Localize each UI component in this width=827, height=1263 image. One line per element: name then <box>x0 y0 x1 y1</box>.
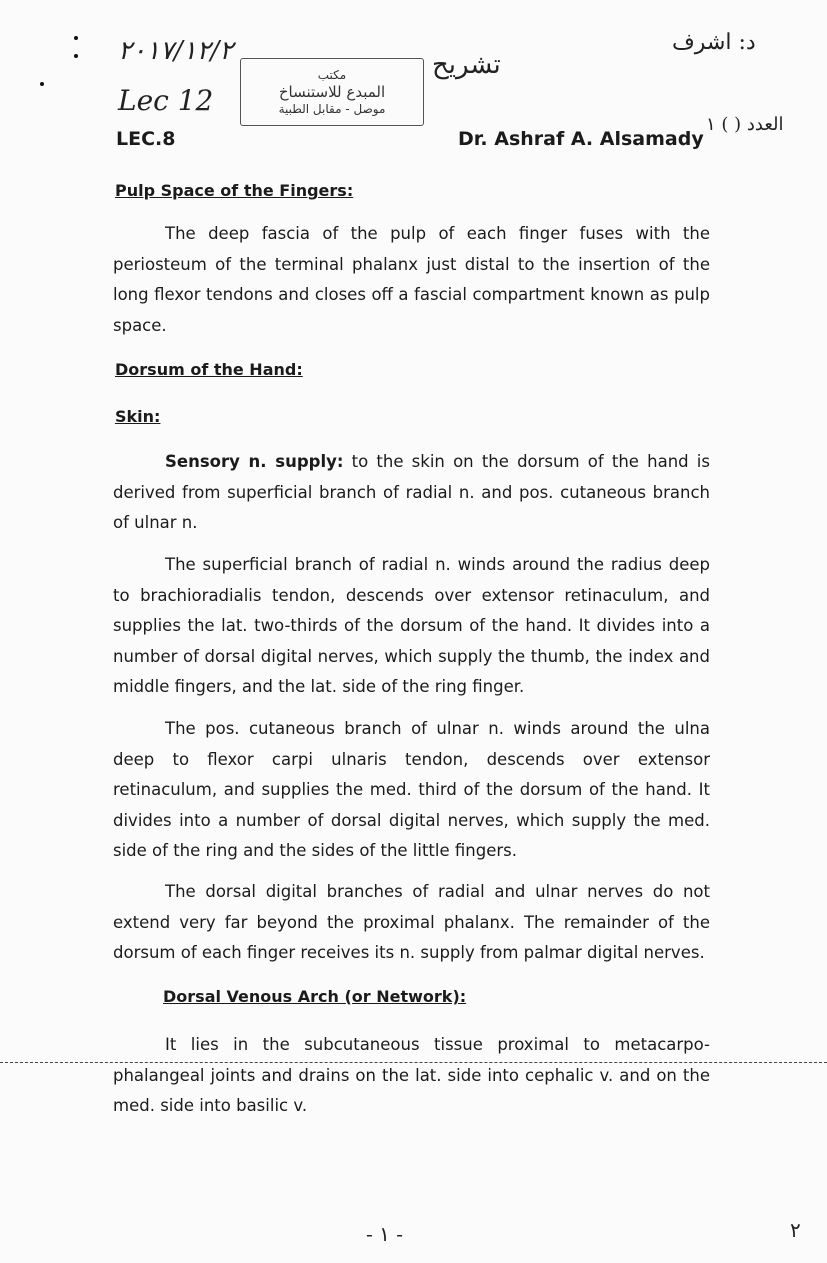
scan-dot <box>40 82 44 86</box>
sensory-supply-label: Sensory n. supply: <box>165 452 344 471</box>
sensory-supply-text: to the skin on the dorsum of the hand is derived from superficial branch of radial n. and pos. cutaneous branch of ulnar n. <box>113 452 710 532</box>
page-number: - ١ - <box>366 1222 403 1246</box>
dorsum-heading: Dorsum of the Hand: <box>115 360 303 379</box>
sensory-supply-paragraph <box>113 447 710 539</box>
handwritten-date: ٢٠١٧/١٢/٢ <box>118 36 234 66</box>
lecture-label: LEC.8 <box>116 128 176 150</box>
corner-mark: ٢ <box>790 1218 801 1242</box>
skin-heading: Skin: <box>115 407 161 426</box>
stamp-line-3: موصل - مقابل الطبية <box>278 101 386 116</box>
scan-dot <box>74 36 78 40</box>
ulnar-branch-paragraph: The pos. cutaneous branch of ulnar n. winds around the ulna deep to flexor carpi ulnaris tendon, descends over extensor retinaculum, and supplies the med. third of the dorsum of the hand. It divides into a number of dorsal digital nerves, which supply the med. side of the ring and the sides of the little fingers. <box>113 719 710 860</box>
handwritten-issue: العدد ( ) ١ <box>706 114 784 135</box>
scan-dot <box>74 54 78 58</box>
handwritten-subject: تشريح <box>432 50 501 80</box>
pulp-space-heading: Pulp Space of the Fingers: <box>115 181 354 200</box>
stamp-line-1: مكتب <box>317 67 347 82</box>
dorsal-venous-arch-paragraph: It lies in the subcutaneous tissue proximal to metacarpo-phalangeal joints and drains on the lat. side into cephalic v. and on the med. side into basilic v. <box>113 1035 710 1115</box>
handwritten-lec-number: Lec 12 <box>118 84 214 117</box>
dorsal-venous-arch-heading: Dorsal Venous Arch (or Network): <box>163 987 467 1006</box>
radial-branch-paragraph: The superficial branch of radial n. winds around the radius deep to brachioradialis tendon, descends over extensor retinaculum, and supplies the lat. two-thirds of the dorsum of the hand. It divides into a number of dorsal digital nerves, which supply the thumb, the index and middle fingers, and the lat. side of the ring finger. <box>113 555 710 696</box>
pulp-space-paragraph: The deep fascia of the pulp of each finger fuses with the periosteum of the terminal phalanx just distal to the insertion of the long flexor tendons and closes off a fascial compartment known as pulp space. <box>113 224 710 335</box>
handwritten-doctor-name: د: اشرف <box>672 30 756 55</box>
copy-shop-stamp <box>240 58 424 126</box>
author-name: Dr. Ashraf A. Alsamady <box>458 128 704 150</box>
cut-line <box>0 1062 827 1063</box>
dorsal-digital-paragraph: The dorsal digital branches of radial and ulnar nerves do not extend very far beyond the proximal phalanx. The remainder of the dorsum of each finger receives its n. supply from palmar digital nerves. <box>113 882 710 962</box>
stamp-line-2: المبدع للاستنساخ <box>278 82 386 101</box>
